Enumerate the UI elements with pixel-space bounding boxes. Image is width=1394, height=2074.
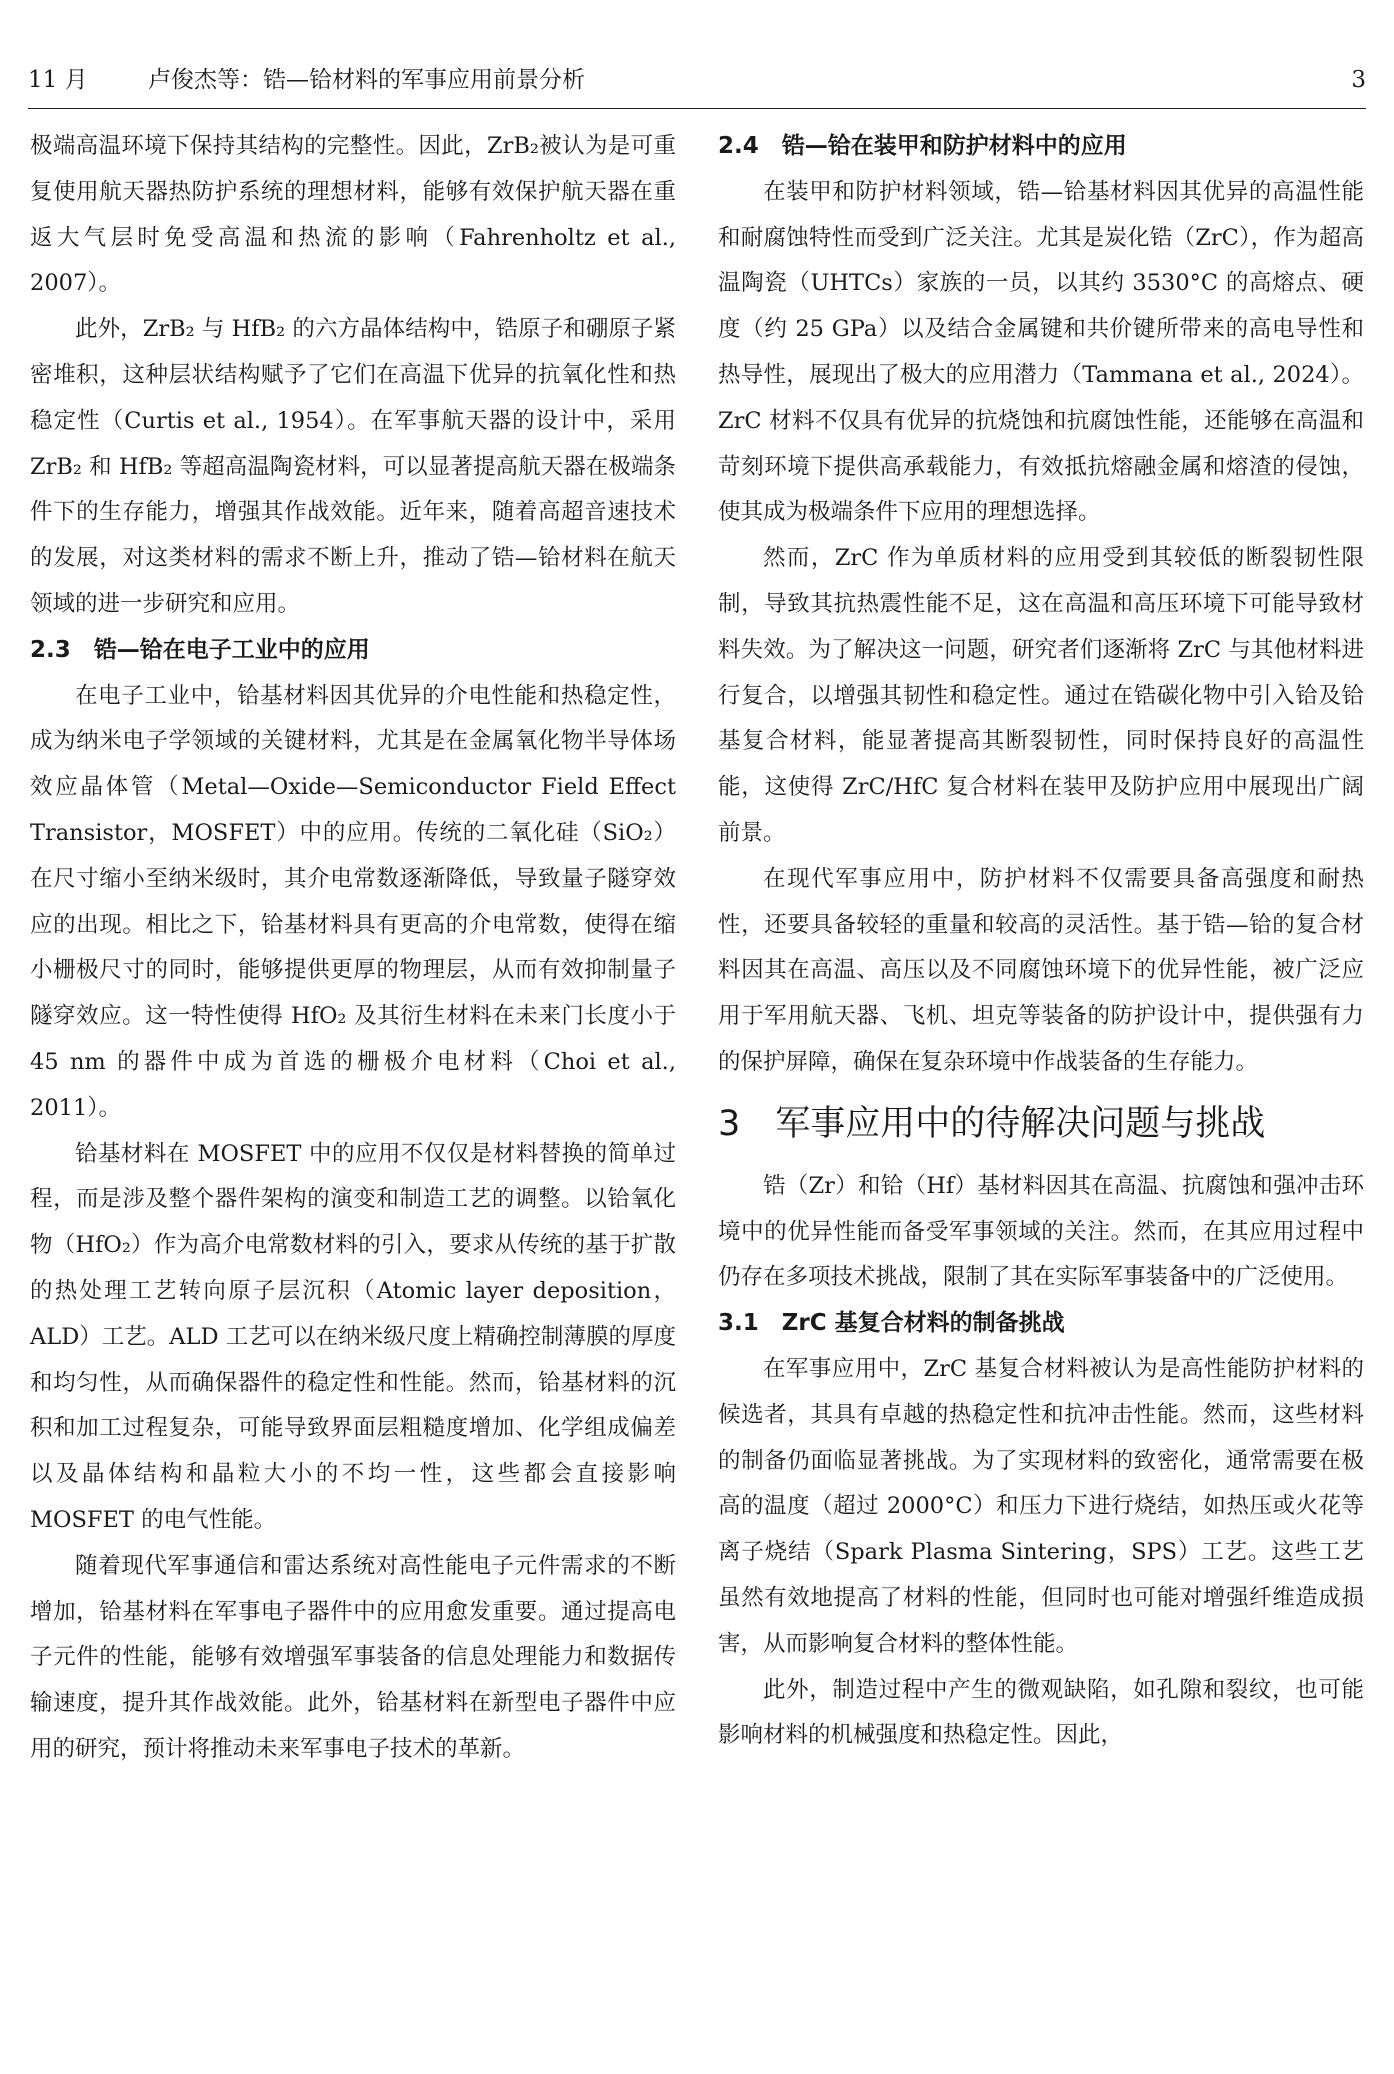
paragraph-armor: 在装甲和防护材料领域，锆—铪基材料因其优异的高温性能和耐腐蚀特性而受到广泛关注。尤其是炭化锆（ZrC），作为超高温陶瓷（UHTCs）家族的一员，以其约 3530°C 的高熔点、硬度（约 25 GPa）以及结合金属键和共价键所带来的高电导性和热导性，展现出了极大的应用潜力（Tammana et al., 2024）。ZrC 材料不仅具有优异的抗烧蚀和抗腐蚀性能，还能够在高温和苛刻环境下提供高承载能力，有效抵抗熔融金属和熔渣的侵蚀，使其成为极端条件下应用的理想选择。 (718, 178, 1364, 526)
paragraph-zrc-toughness: 然而，ZrC 作为单质材料的应用受到其较低的断裂韧性限制，导致其抗热震性能不足，这在高温和高压环境下可能导致材料失效。为了解决这一问题，研究者们逐渐将 ZrC 与其他材料进行复合，以增强其韧性和稳定性。通过在锆碳化物中引入铪及铪基复合材料，能显著提高其断裂韧性，同时保持良好的高温性能，这使得 ZrC/HfC 复合材料在装甲及防护应用中展现出广阔前景。 (718, 545, 1364, 846)
section-heading-3-1: 3.1 ZrC 基复合材料的制备挑战 (718, 1310, 1065, 1337)
section-heading-2-4: 2.4 锆—铪在装甲和防护材料中的应用 (718, 133, 1127, 159)
paragraph-challenges-intro: 锆（Zr）和铪（Hf）基材料因其在高温、抗腐蚀和强冲击环境中的优异性能而备受军事领域的关注。然而，在其应用过程中仍存在多项技术挑战，限制了其在实际军事装备中的广泛使用。 (718, 1172, 1364, 1291)
paragraph-mosfet: 铪基材料在 MOSFET 中的应用不仅仅是材料替换的简单过程，而是涉及整个器件架构的演变和制造工艺的调整。以铪氧化物（HfO₂）作为高介电常数材料的引入，要求从传统的基于扩散的热处理工艺转向原子层沉积（Atomic layer deposition，ALD）工艺。ALD 工艺可以在纳米级尺度上精确控制薄膜的厚度和均匀性，从而确保器件的稳定性和性能。然而，铪基材料的沉积和加工过程复杂，可能导致界面层粗糙度增加、化学组成偏差以及晶体结构和晶粒大小的不均一性，这些都会直接影响 MOSFET 的电气性能。 (30, 1140, 676, 1533)
paragraph-zrc-preparation: 在军事应用中，ZrC 基复合材料被认为是高性能防护材料的候选者，其具有卓越的热稳定性和抗冲击性能。然而，这些材料的制备仍面临显著挑战。为了实现材料的致密化，通常需要在极高的温度（超过 2000°C）和压力下进行烧结，如热压或火花等离子烧结（Spark Plasma Sintering，SPS）工艺。这些工艺虽然有效地提高了材料的性能，但同时也可能对增强纤维造成损害，从而影响复合材料的整体性能。 (718, 1355, 1364, 1657)
header-rule (28, 108, 1366, 109)
running-header (28, 56, 1366, 104)
paragraph-continuation: 极端高温环境下保持其结构的完整性。因此，ZrB₂被认为是可重复使用航天器热防护系统的理想材料，能够有效保护航天器在重返大气层时免受高温和热流的影响（Fahrenholtz et al., 2007）。 (30, 133, 676, 297)
header-title: 卢俊杰等：锆—铪材料的军事应用前景分析 (148, 67, 585, 93)
left-column (30, 124, 676, 1773)
header-month: 11 月 (28, 67, 88, 93)
right-column (718, 124, 1364, 1759)
paragraph-defects: 此外，制造过程中产生的微观缺陷，如孔隙和裂纹，也可能影响材料的机械强度和热稳定性。因此， (718, 1676, 1364, 1749)
section-heading-3: 3 军事应用中的待解决问题与挑战 (718, 1103, 1266, 1144)
paragraph-protection: 在现代军事应用中，防护材料不仅需要具备高强度和耐热性，还要具备较轻的重量和较高的灵活性。基于锆—铪的复合材料因其在高温、高压以及不同腐蚀环境下的优异性能，被广泛应用于军用航天器、飞机、坦克等装备的防护设计中，提供强有力的保护屏障，确保在复杂环境中作战装备的生存能力。 (718, 865, 1364, 1075)
paragraph-zrb2-structure: 此外，ZrB₂ 与 HfB₂ 的六方晶体结构中，锆原子和硼原子紧密堆积，这种层状结构赋予了它们在高温下优异的抗氧化性和热稳定性（Curtis et al., 1954）。在军事航天器的设计中，采用 ZrB₂ 和 HfB₂ 等超高温陶瓷材料，可以显著提高航天器在极端条件下的生存能力，增强其作战效能。近年来，随着高超音速技术的发展，对这类材料的需求不断上升，推动了锆—铪材料在航天领域的进一步研究和应用。 (30, 316, 676, 617)
page-number: 3 (1351, 67, 1366, 93)
paragraph-electronics: 在电子工业中，铪基材料因其优异的介电性能和热稳定性，成为纳米电子学领域的关键材料，尤其是在金属氧化物半导体场效应晶体管（Metal—Oxide—Semiconductor Field Effect Transistor，MOSFET）中的应用。传统的二氧化硅（SiO₂）在尺寸缩小至纳米级时，其介电常数逐渐降低，导致量子隧穿效应的出现。相比之下，铪基材料具有更高的介电常数，使得在缩小栅极尺寸的同时，能够提供更厚的物理层，从而有效抑制量子隧穿效应。这一特性使得 HfO₂ 及其衍生材料在未来门长度小于 45 nm 的器件中成为首选的栅极介电材料（Choi et al., 2011）。 (30, 682, 676, 1121)
section-heading-2-3: 2.3 锆—铪在电子工业中的应用 (30, 636, 370, 663)
paragraph-military-electronics: 随着现代军事通信和雷达系统对高性能电子元件需求的不断增加，铪基材料在军事电子器件中的应用愈发重要。通过提高电子元件的性能，能够有效增强军事装备的信息处理能力和数据传输速度，提升其作战效能。此外，铪基材料在新型电子器件中应用的研究，预计将推动未来军事电子技术的革新。 (30, 1552, 676, 1762)
